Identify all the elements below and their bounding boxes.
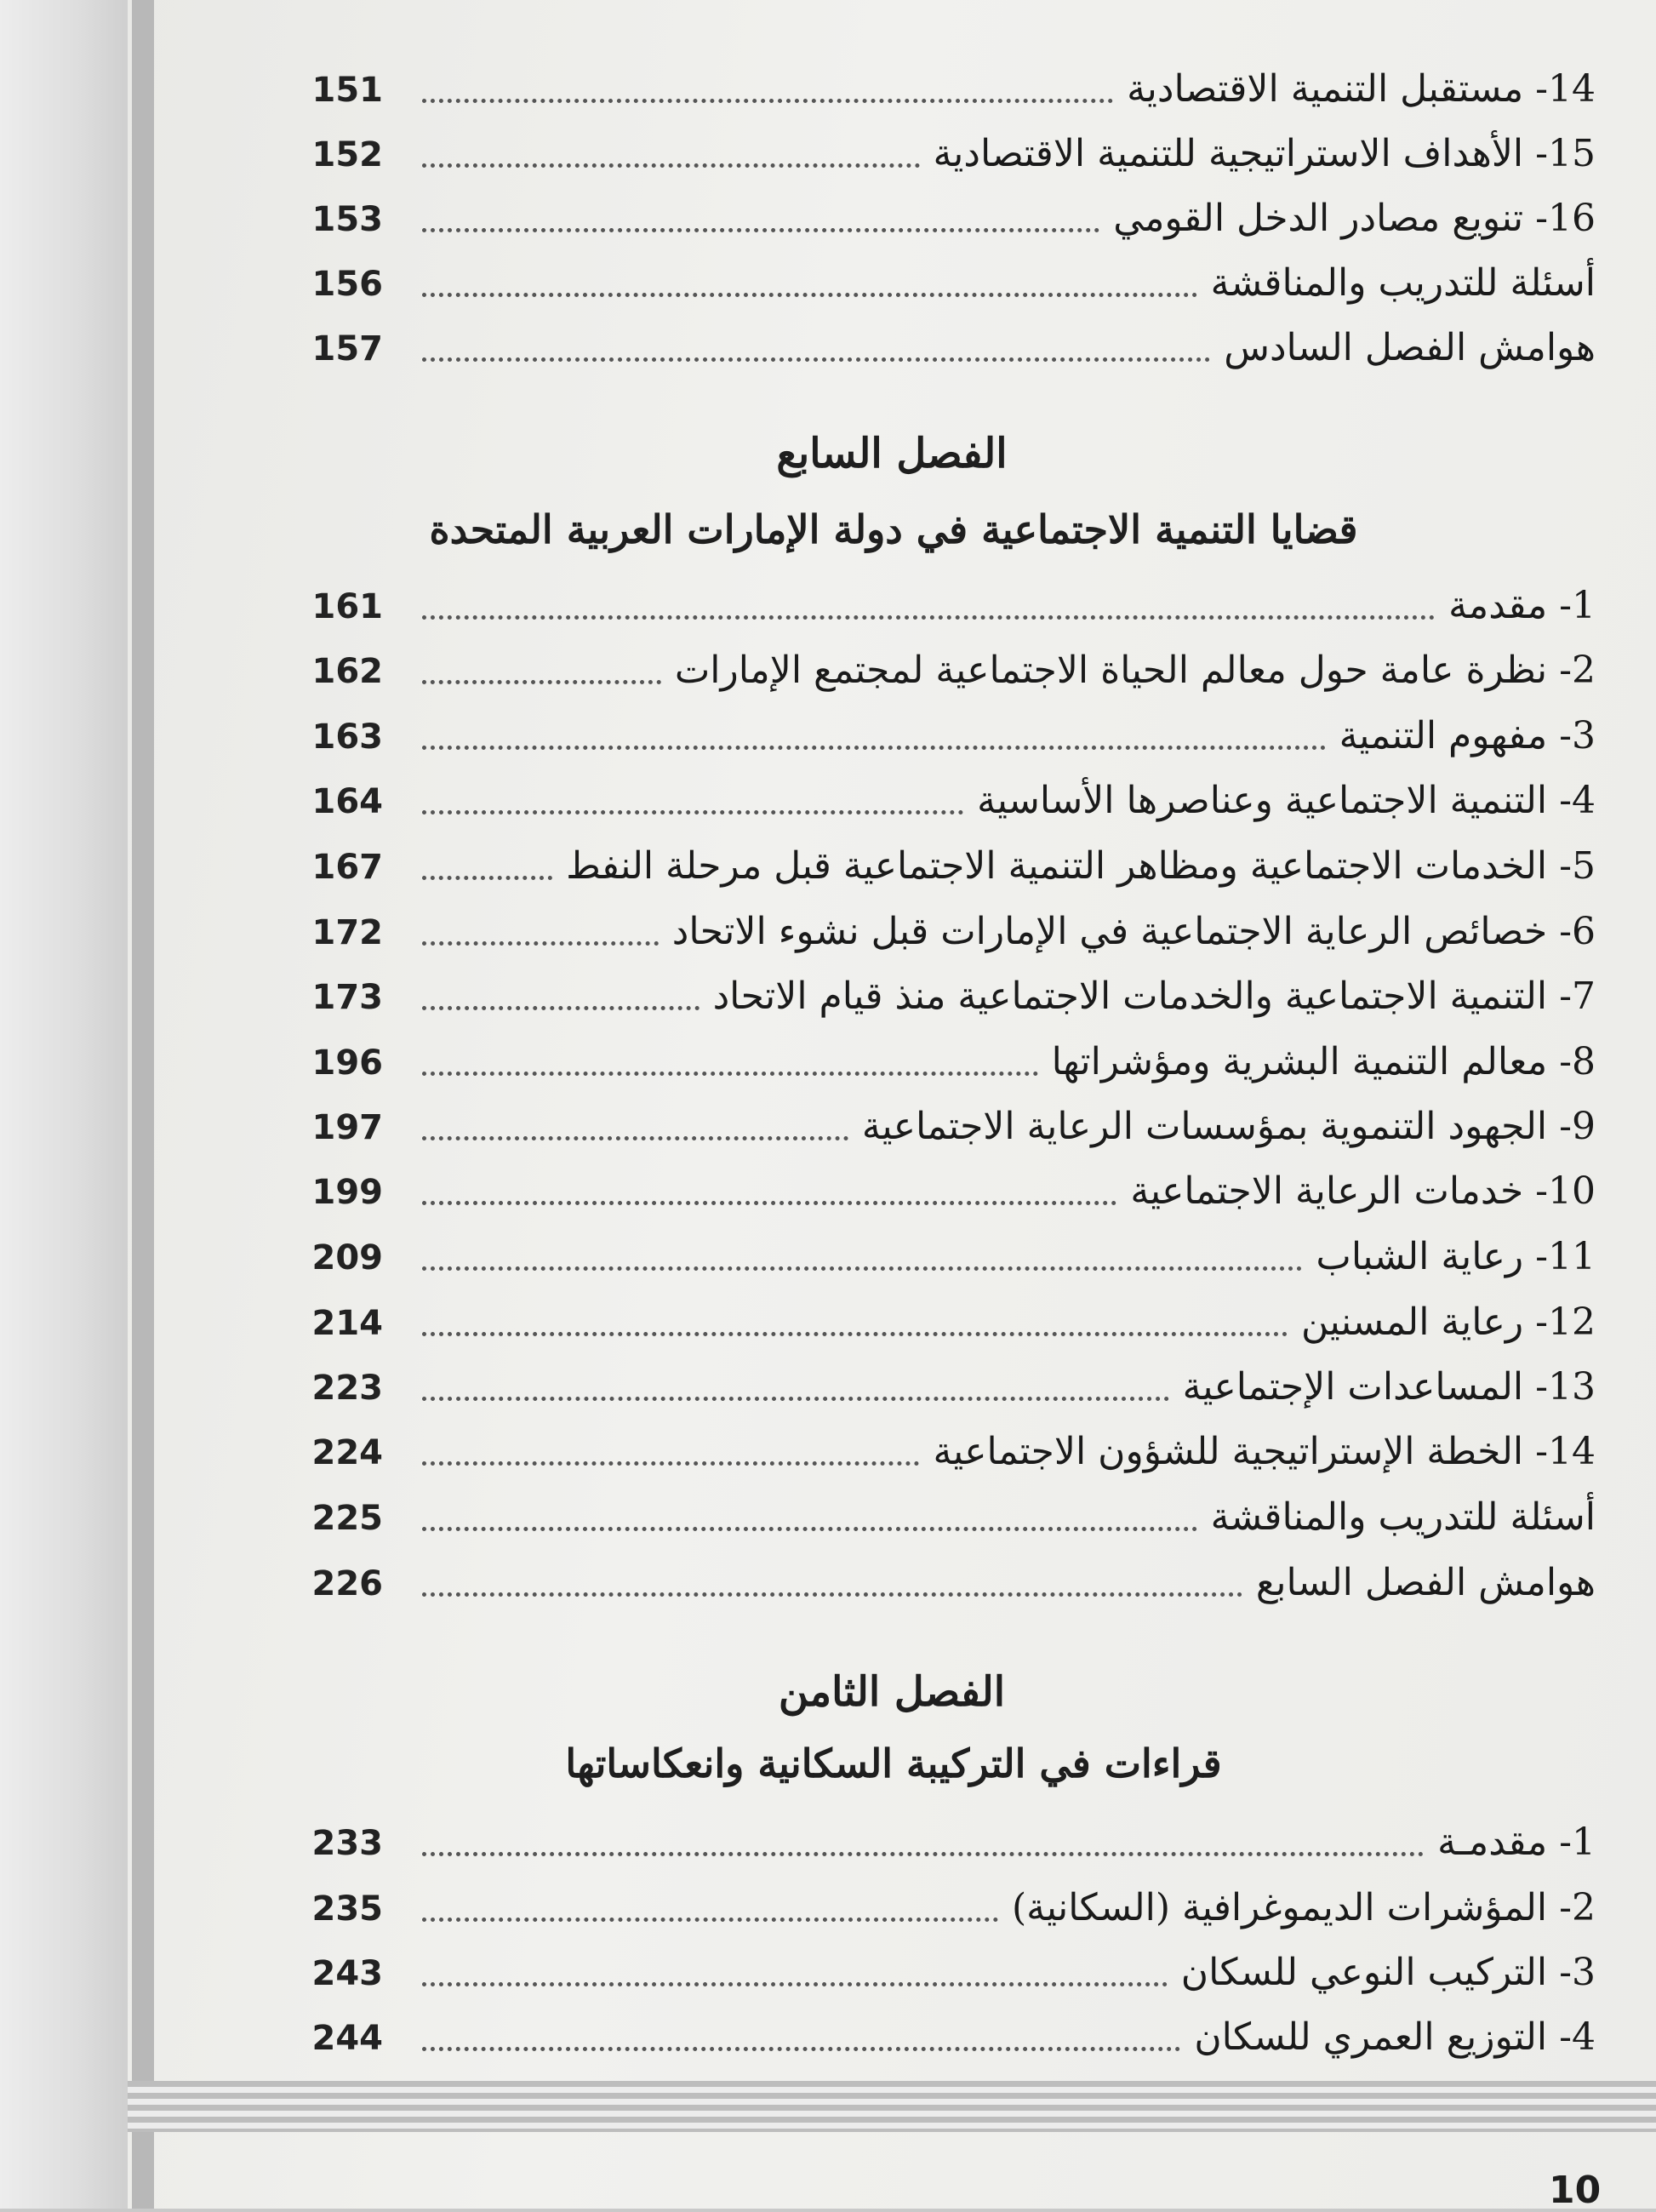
dot-leader	[422, 612, 1435, 620]
dot-leader	[422, 872, 552, 880]
toc-entry	[298, 1093, 1596, 1152]
dot-leader	[422, 1523, 1197, 1531]
dot-leader	[422, 225, 1099, 232]
toc-entry	[298, 963, 1596, 1022]
chapter-subtitle: قضايا التنمية الاجتماعية في دولة الإمارات العربية المتحدة	[429, 506, 1358, 552]
toc-page-number: 196	[311, 1043, 383, 1083]
toc-entry-title: هوامش الفصل السابع	[1255, 1561, 1596, 1604]
dot-leader	[422, 1003, 700, 1010]
toc-entry	[298, 1353, 1596, 1413]
toc-entry	[298, 2003, 1596, 2063]
toc-page-number: 164	[311, 782, 383, 821]
toc-page-number: 224	[311, 1433, 383, 1472]
dot-leader	[422, 354, 1210, 362]
toc-page-number: 223	[311, 1369, 383, 1408]
toc-entry	[298, 55, 1596, 115]
toc-entry-title: 7- التنمية الاجتماعية والخدمات الاجتماعية منذ قيام الاتحاد	[712, 975, 1596, 1018]
toc-page-number: 243	[311, 1954, 383, 1993]
chapter-heading: الفصل الثامن	[778, 1668, 1006, 1716]
toc-entry	[298, 249, 1596, 309]
page-number: 10	[1549, 2169, 1602, 2212]
dot-leader	[422, 742, 1326, 750]
toc-entry	[298, 1874, 1596, 1934]
dot-leader	[422, 1979, 1168, 1986]
toc-page-number: 156	[311, 265, 383, 304]
toc-entry-title: 4- التوزيع العمري للسكان	[1194, 2015, 1596, 2059]
toc-entry	[298, 1483, 1596, 1543]
toc-entry	[298, 1809, 1596, 1868]
toc-entry-title: 4- التنمية الاجتماعية وعناصرها الأساسية	[977, 779, 1596, 822]
toc-entry	[298, 185, 1596, 244]
toc-entry	[298, 120, 1596, 180]
toc-entry	[298, 1418, 1596, 1478]
toc-entry	[298, 1289, 1596, 1348]
toc-entry-title: 15- الأهداف الاستراتيجية للتنمية الاقتصادية	[933, 132, 1596, 175]
toc-entry-title: 1- مقدمة	[1448, 584, 1596, 627]
toc-entry-title: 5- الخدمات الاجتماعية ومظاهر التنمية الاجتماعية قبل مرحلة النفط	[566, 844, 1596, 888]
toc-entry-title: 14- مستقبل التنمية الاقتصادية	[1127, 67, 1596, 111]
dot-leader	[422, 1133, 848, 1140]
toc-entry	[298, 314, 1596, 374]
toc-entry	[298, 702, 1596, 762]
toc-entry-title: 6- خصائص الرعاية الاجتماعية في الإمارات قبل نشوء الاتحاد	[671, 910, 1596, 953]
toc-page-number: 152	[311, 135, 383, 174]
toc-entry	[298, 637, 1596, 696]
toc-entry-title: أسئلة للتدريب والمناقشة	[1210, 1495, 1596, 1539]
toc-entry	[298, 1157, 1596, 1217]
toc-entry	[298, 1549, 1596, 1609]
toc-entry	[298, 1939, 1596, 1998]
page-footer-band	[128, 2081, 1656, 2132]
toc-entry-title: أسئلة للتدريب والمناقشة	[1210, 261, 1596, 305]
chapter-heading: الفصل السابع	[776, 430, 1008, 477]
toc-page-number: 167	[311, 848, 383, 887]
toc-page-number: 153	[311, 200, 383, 239]
toc-entry	[298, 832, 1596, 892]
dot-leader	[422, 677, 661, 684]
toc-entry-title: 2- المؤشرات الديموغرافية (السكانية)	[1011, 1886, 1596, 1929]
toc-entry-title: 3- التركيب النوعي للسكان	[1180, 1951, 1596, 1994]
dot-leader	[422, 1329, 1288, 1336]
toc-entry-title: 10- خدمات الرعاية الاجتماعية	[1130, 1169, 1596, 1213]
toc-page-number: 197	[311, 1108, 383, 1147]
toc-page-number: 214	[311, 1304, 383, 1343]
toc-entry-title: 9- الجهود التنموية بمؤسسات الرعاية الاجتماعية	[861, 1105, 1596, 1148]
toc-entry-title: 13- المساعدات الإجتماعية	[1182, 1365, 1596, 1409]
toc-page-number: 199	[311, 1173, 383, 1212]
toc-entry-title: هوامش الفصل السادس	[1224, 326, 1596, 369]
toc-page-number: 161	[311, 587, 383, 626]
dot-leader	[422, 1393, 1169, 1401]
toc-entry-title: 14- الخطة الإستراتيجية للشؤون الاجتماعية	[933, 1430, 1596, 1473]
toc-entry-title: 1- مقدمـة	[1437, 1820, 1596, 1864]
dot-leader	[422, 289, 1197, 297]
toc-entry-title: 2- نظرة عامة حول معالم الحياة الاجتماعية لمجتمع الإمارات	[674, 649, 1596, 692]
dot-leader	[422, 1849, 1424, 1856]
dot-leader	[422, 2043, 1180, 2051]
toc-entry	[298, 1028, 1596, 1088]
toc-entry	[298, 1223, 1596, 1283]
toc-page-number: 163	[311, 717, 383, 757]
toc-page-number: 157	[311, 329, 383, 369]
toc-entry	[298, 898, 1596, 957]
dot-leader	[422, 1068, 1038, 1076]
toc-page-number: 172	[311, 913, 383, 952]
toc-page-number: 235	[311, 1889, 383, 1929]
toc-page-number: 225	[311, 1499, 383, 1538]
toc-page-number: 173	[311, 978, 383, 1017]
dot-leader	[422, 160, 920, 168]
toc-page-number: 233	[311, 1824, 383, 1863]
toc-page-number: 162	[311, 652, 383, 691]
dot-leader	[422, 938, 659, 946]
dot-leader	[422, 95, 1113, 103]
toc-entry-title: 8- معالم التنمية البشرية ومؤشراتها	[1051, 1040, 1596, 1083]
toc-entry-title: 12- رعاية المسنين	[1301, 1300, 1596, 1344]
toc-entry-title: 16- تنويع مصادر الدخل القومي	[1113, 197, 1596, 240]
toc-entry-title: 11- رعاية الشباب	[1316, 1235, 1596, 1278]
dot-leader	[422, 807, 963, 814]
dot-leader	[422, 1914, 998, 1922]
toc-page-number: 244	[311, 2019, 383, 2058]
dot-leader	[422, 1458, 919, 1466]
toc-entry	[298, 767, 1596, 826]
toc-page-number: 151	[311, 71, 383, 110]
dot-leader	[422, 1197, 1116, 1205]
toc-page-number: 226	[311, 1564, 383, 1603]
dot-leader	[422, 1263, 1302, 1271]
toc-page-number: 209	[311, 1238, 383, 1277]
toc-entry-title: 3- مفهوم التنمية	[1339, 714, 1596, 757]
toc-entry	[298, 572, 1596, 632]
dot-leader	[422, 1589, 1242, 1597]
chapter-subtitle: قراءات في التركيبة السكانية وانعكاساتها	[565, 1740, 1222, 1786]
